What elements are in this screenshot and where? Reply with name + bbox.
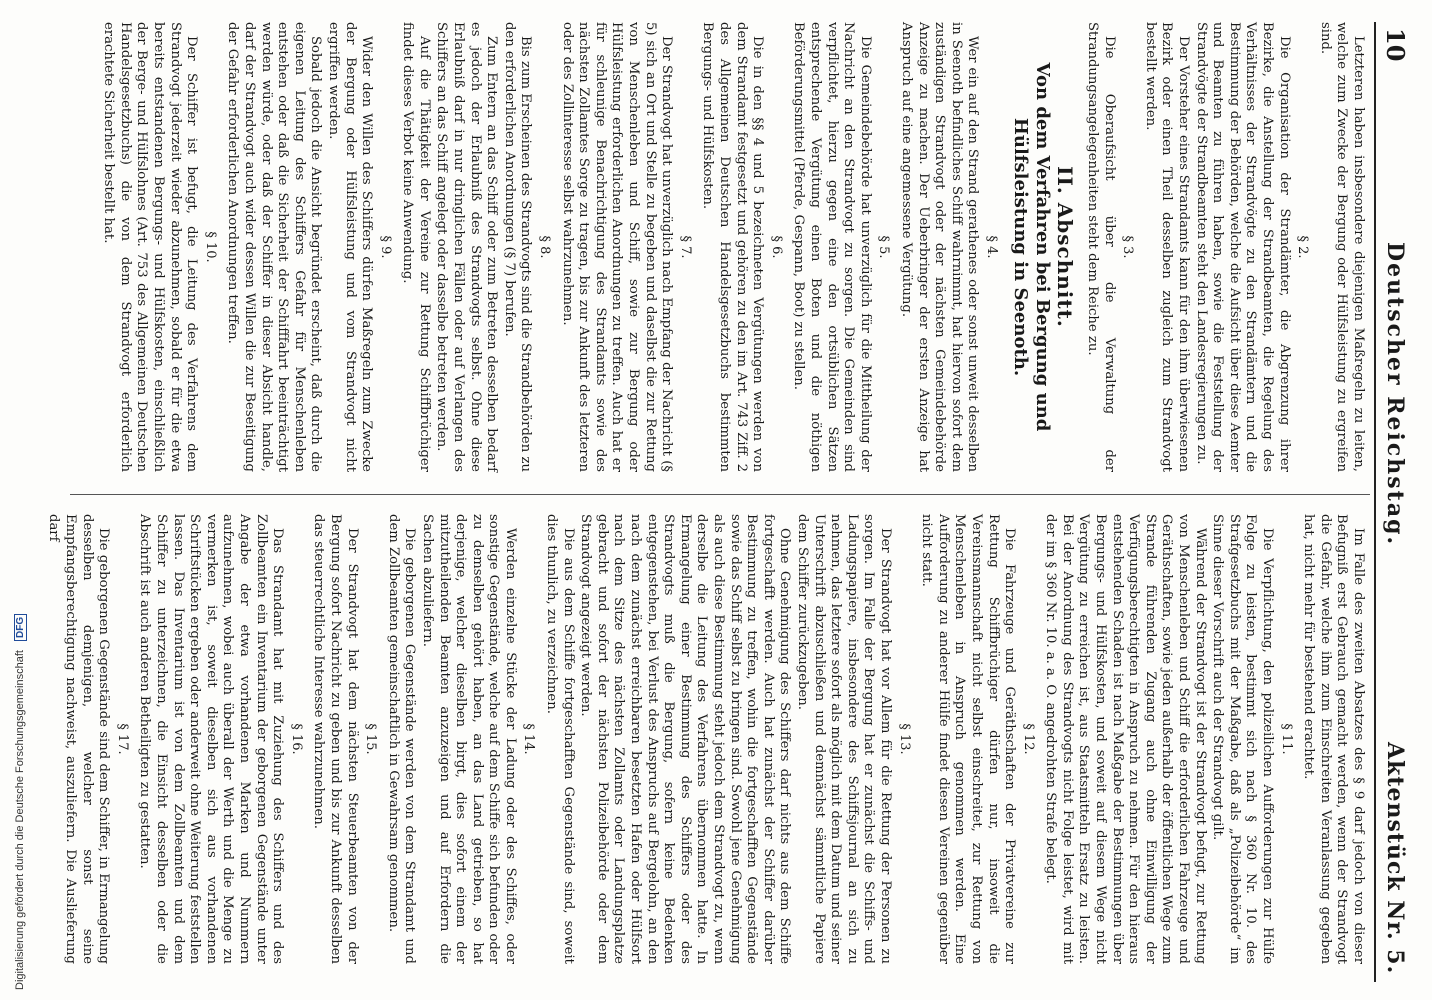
section-heading: § 16. [288, 723, 304, 755]
paragraph: Auf die Thätigkeit der Vereine zur Rettung Schiffbrüchiger findet dieses Verbot keine Anwendung. [400, 22, 432, 472]
chapter-heading: II. Abschnitt. [1053, 166, 1078, 328]
paragraph: Wider den Willen des Schiffers dürfen Maßregeln zum Zwecke der Bergung oder Hülfsleistung und vom Strandvogt nicht ergriffen werden. [325, 22, 375, 472]
section-heading: § 14. [521, 723, 537, 755]
section-heading: § 9. [377, 235, 393, 259]
paragraph: Der Schiffer ist befugt, die Leitung des Verfahrens dem Strandvogt jederzeit wieder abzunehmen, sobald er für die etwa bereits entstandenen Bergungs- und Hülfskosten, einschließlich der Berge- und Hülfslohnes (Art. 753 des Allgemeinen Deutschen Handelsgesetzbuchs) die von dem Strandvogt erforderlich erachtete Sicherheit bestellt hat. [101, 22, 200, 472]
running-title: Deutscher Reichstag. [1382, 242, 1408, 547]
right-text-column [44, 514, 1366, 964]
paragraph: Der Vorsteher eines Strandamts kann für den ihm überwiesenen Bezirk oder einen Theil desselben zugleich zum Strandvogt bestellt werden. [1142, 22, 1192, 472]
section-heading: § 17. [114, 723, 130, 755]
document-issue: Aktenstück Nr. 5. [1382, 742, 1408, 975]
paragraph: Während der Strandvogt ist der Strandvogt befugt, zur Rettung von Menschenleben und Schiff die erforderlichen Fahrzeuge und Geräthschaften, sowie jeden außerhalb der öffentlichen Wege zum Strande führenden Zugang auch ohne Einwilligung der Verfügungsberechtigten in Anspruch zu nehmen. Für den hieraus entstehenden Schaden ist nach Maßgabe der Bestimmungen über Bergungs- und Hülfskosten, und soweit auf diesem Wege nicht Vergütung zu erreichen ist, aus Staatsmitteln Ersatz zu leisten. Bei der Anordnung des Strandvogts nicht Folge leistet, wird mit der im § 360 Nr. 10. a. a. O. angedrohten Strafe belegt. [1043, 514, 1208, 964]
chapter-title: Von dem Verfahren bei Bergung und Hülfsleistung in Seenoth. [1009, 62, 1053, 432]
paragraph: Die aus dem Schiffe fortgeschafften Gegenstände sind, soweit dies thunlich, zu verzeichnen. [544, 514, 576, 964]
paragraph: Im Falle des zweiten Absatzes des § 9 darf jedoch von dieser Befugniß erst Gebrauch gemacht werden, wenn der Strandvogt die Gefahr, welche ihm zum Einschreiten Veranlassung gegeben hat, nicht mehr für bestehend erachtet. [1301, 514, 1366, 964]
left-text-column [99, 22, 1366, 472]
section-heading: § 6. [768, 235, 784, 259]
paragraph: Bis zum Erscheinen des Strandvogts sind die Strandbehörden zu den erforderlichen Anordnungen (§ 7) berufen. [501, 22, 534, 472]
paragraph: Wer ein auf den Strand gerathenes oder sonst unweit desselben in Seenoth befindliches Schiff wahrnimmt, hat hiervon sofort dem zuständigen Strandvogt oder der nächsten Gemeindebehörde Anzeige zu machen. Der Ueberbringer der ersten Anzeige hat Anspruch auf eine angemessene Vergütung. [898, 22, 981, 472]
section-heading: § 2. [1295, 235, 1311, 259]
paragraph: Die Organisation der Strandämter, die Abgrenzung ihrer Bezirke, die Anstellung der Strandbeamten, die Regelung des Verhältnisses der Strandvögte zu den Strandämtern und die Bestimmung der Behörden, welche die Aufsicht über diese Aemter und Beamten zu führen haben, sowie die Feststellung der Strandvögte der Strandbeamten steht den Landesregierungen zu. [1193, 22, 1292, 472]
credit-text: Digitalisierung gefördert durch die Deutsche Forschungsgemeinschaft [14, 650, 26, 990]
section-heading: § 12. [1020, 723, 1036, 755]
paragraph: Das Strandamt hat mit Zuziehung des Schiffers und des Zollbeamten ein Inventarium der geborgenen Gegenstände unter Angabe der etwa vorhandenen Marken und Nummern aufzunehmen, wobei auch überall der Werth und die Menge zu vermerken ist, soweit dieselben sich aus vorhandenen Schriftstücken ergeben oder anderweit ohne Weiterung feststellen lassen. Das Inventarium ist von dem Zollbeamten und dem Schiffer zu unterzeichnen, die Einsicht desselben oder die Abschrift ist auch anderen Betheiligten zu gestatten. [137, 514, 286, 964]
section-heading: § 3. [1120, 235, 1136, 259]
section-heading: § 5. [876, 235, 892, 259]
dfg-logo: DFG [14, 614, 27, 641]
rotated-document-page [46, 22, 1410, 982]
paragraph: Die Verpflichtung, den polizeilichen Aufforderungen zur Hülfe Folge zu leisten, bestimmt sich nach § 360 Nr. 10. des Strafgesetzbuchs mit der Maßgabe, daß als „Polizeibehörde“ im Sinne dieser Vorschrift auch der Strandvogt gilt. [1210, 514, 1276, 964]
section-heading: § 11. [1278, 723, 1294, 755]
page-header [1374, 22, 1410, 982]
paragraph: Der Strandvogt hat unverzüglich nach Empfang der Nachricht (§ 5) sich an Ort und Stelle zu begeben und daselbst die zur Rettung von Menschenleben und Schiff, sowie zur Bergung oder Hülfsleistung erforderlichen Anordnungen zu treffen. Auch hat er für schleunige Benachrichtigung des Strandamts sowie des nächsten Zollamtes Sorge zu tragen, bis zur Ankunft des letzteren oder des Zollinteresse selbst wahrzunehmen. [559, 22, 675, 472]
paragraph: Die geborgenen Gegenstände sind dem Schiffer, in Ermangelung desselben demjenigen, welcher sonst seine Empfangsberechtigung nachweist, auszuliefern. Die Auslieferung darf [46, 514, 112, 964]
column-divider [70, 494, 1370, 495]
paragraph: Die Oberaufsicht über die Verwaltung der Strandungsangelegenheiten steht dem Reiche zu. [1085, 22, 1117, 472]
paragraph: Die in den §§ 4 und 5 bezeichneten Vergütungen werden von dem Strandamt festgesetzt und gehören zu den im Art. 743 Ziff. 2 des Allgemeinen Deutschen Handelsgesetzbuchs bestimmten Bergungs- und Hülfskosten. [700, 22, 766, 472]
paragraph: Der Strandvogt hat dem nächsten Steuerbeamten von der Bergung sofort Nachricht zu geben und bis zur Ankunft desselben das steuerrechtliche Interesse wahrzunehmen. [311, 514, 360, 964]
page-number: 10 [1381, 28, 1410, 62]
section-heading: § 13. [896, 723, 912, 755]
paragraph: Die geborgenen Gegenstände werden von dem Strandamt und dem Zollbeamten gemeinschaftlich in Gewahrsam genommen. [385, 514, 418, 964]
paragraph: Die Gemeindebehörde hat unverzüglich für die Mittheilung der Nachricht an den Strandvogt zu sorgen. Die Gemeinden sind verpflichtet, hierzu gegen eine den ortsüblichen Sätzen entsprechende Vergütung einen Boten und die nöthigen Beförderungsmittel (Pferde, Gespann, Boot) zu stellen. [791, 22, 873, 472]
digitization-credit [14, 10, 27, 990]
paragraph: Ohne Genehmigung des Schiffers darf nichts aus dem Schiffe fortgeschafft werden. Auch hat zunächst der Schiffer darüber Bestimmung zu treffen, wohin die fortgeschafften Gegenstände sowie das Schiff selbst zu bringen sind. Sowohl jene Genehmigung als auch diese Bestimmung steht jedoch dem Strandvogt zu, wenn derselbe die Leitung des Verfahrens übernommen hatte. In Ermangelung einer Bestimmung des Schiffers oder des Strandvogts muß die Bergung, sofern keine Bedenken entgegenstehen, bei Verlust des Anspruchs auf Bergelohn, an den nach dem zunächst erreichbaren besetzten Hafen oder Hülfsort nach dem Sitze des nächsten Zollamts oder Landungsplatze gebracht und sofort der nächsten Polizeibehörde oder dem Strandvogt angezeigt werden. [578, 514, 793, 964]
paragraph: Werden einzelne Stücke der Ladung oder des Schiffes, oder sonstige Gegenstände, welche auf dem Schiffe sich befunden oder zu demselben gehört haben, an das Land getrieben, so hat derjenige, welcher dieselben birgt, dies sofort einem der mitzutheilenden Beamten anzuzeigen und auf Erfordern die Sachen abzuliefern. [419, 514, 518, 964]
section-heading: § 10. [202, 231, 218, 263]
section-heading: § 4. [983, 235, 999, 259]
paragraph: Die Fahrzeuge und Geräthschaften der Privatvereine zur Rettung Schiffbrüchiger dürfen nur, insoweit die Vereinsmannschaft nicht selbst einschreitet, zur Rettung von Menschenleben in Anspruch genommen werden. Eine Aufforderung zu anderer Hülfe findet diesen Vereinen gegenüber nicht statt. [919, 514, 1018, 964]
paragraph: Zum Entern an das Schiff oder zum Betreten desselben bedarf es jedoch der Erlaubniß des Strandvogts selbst. Ohne diese Erlaubniß darf in nur dringlichen Fällen oder auf Verlangen des Schiffers an das Schiff angelegt oder dasselbe betreten werden. [434, 22, 500, 472]
paragraph: Der Strandvogt hat vor Allem für die Rettung der Personen zu sorgen. Im Falle der Bergung hat er zunächst die Schiffs- und Ladungspapiere, insbesondere des Schiffsjournal an sich zu nehmen, das letztere sofort als möglich mit dem Datum und seiner Unterschrift abzuschließen und demnächst sämmtliche Papiere dem Schiffer zurückzugeben. [795, 514, 893, 964]
section-heading: § 8. [537, 235, 553, 259]
paragraph: Letzteren haben insbesondere diejenigen Maßregeln zu leiten, welche zum Zwecke der Bergung oder Hülfsleistung zu ergreifen sind. [1317, 22, 1366, 472]
section-heading: § 15. [363, 723, 379, 755]
paragraph: Sobald jedoch die Ansicht begründet erscheint, daß durch die eigenen Leitung des Schiffers Gefahr für Menschenleben entstehen oder daß die Sicherheit der Schifffahrt beeinträchtigt werden würde, oder daß der Schiffer in dieser Absicht handle, darf der Strandvogt auch wider dessen Willen die zur Beseitigung der Gefahr erforderlichen Anordnungen treffen. [225, 22, 324, 472]
section-heading: § 7. [677, 235, 693, 259]
